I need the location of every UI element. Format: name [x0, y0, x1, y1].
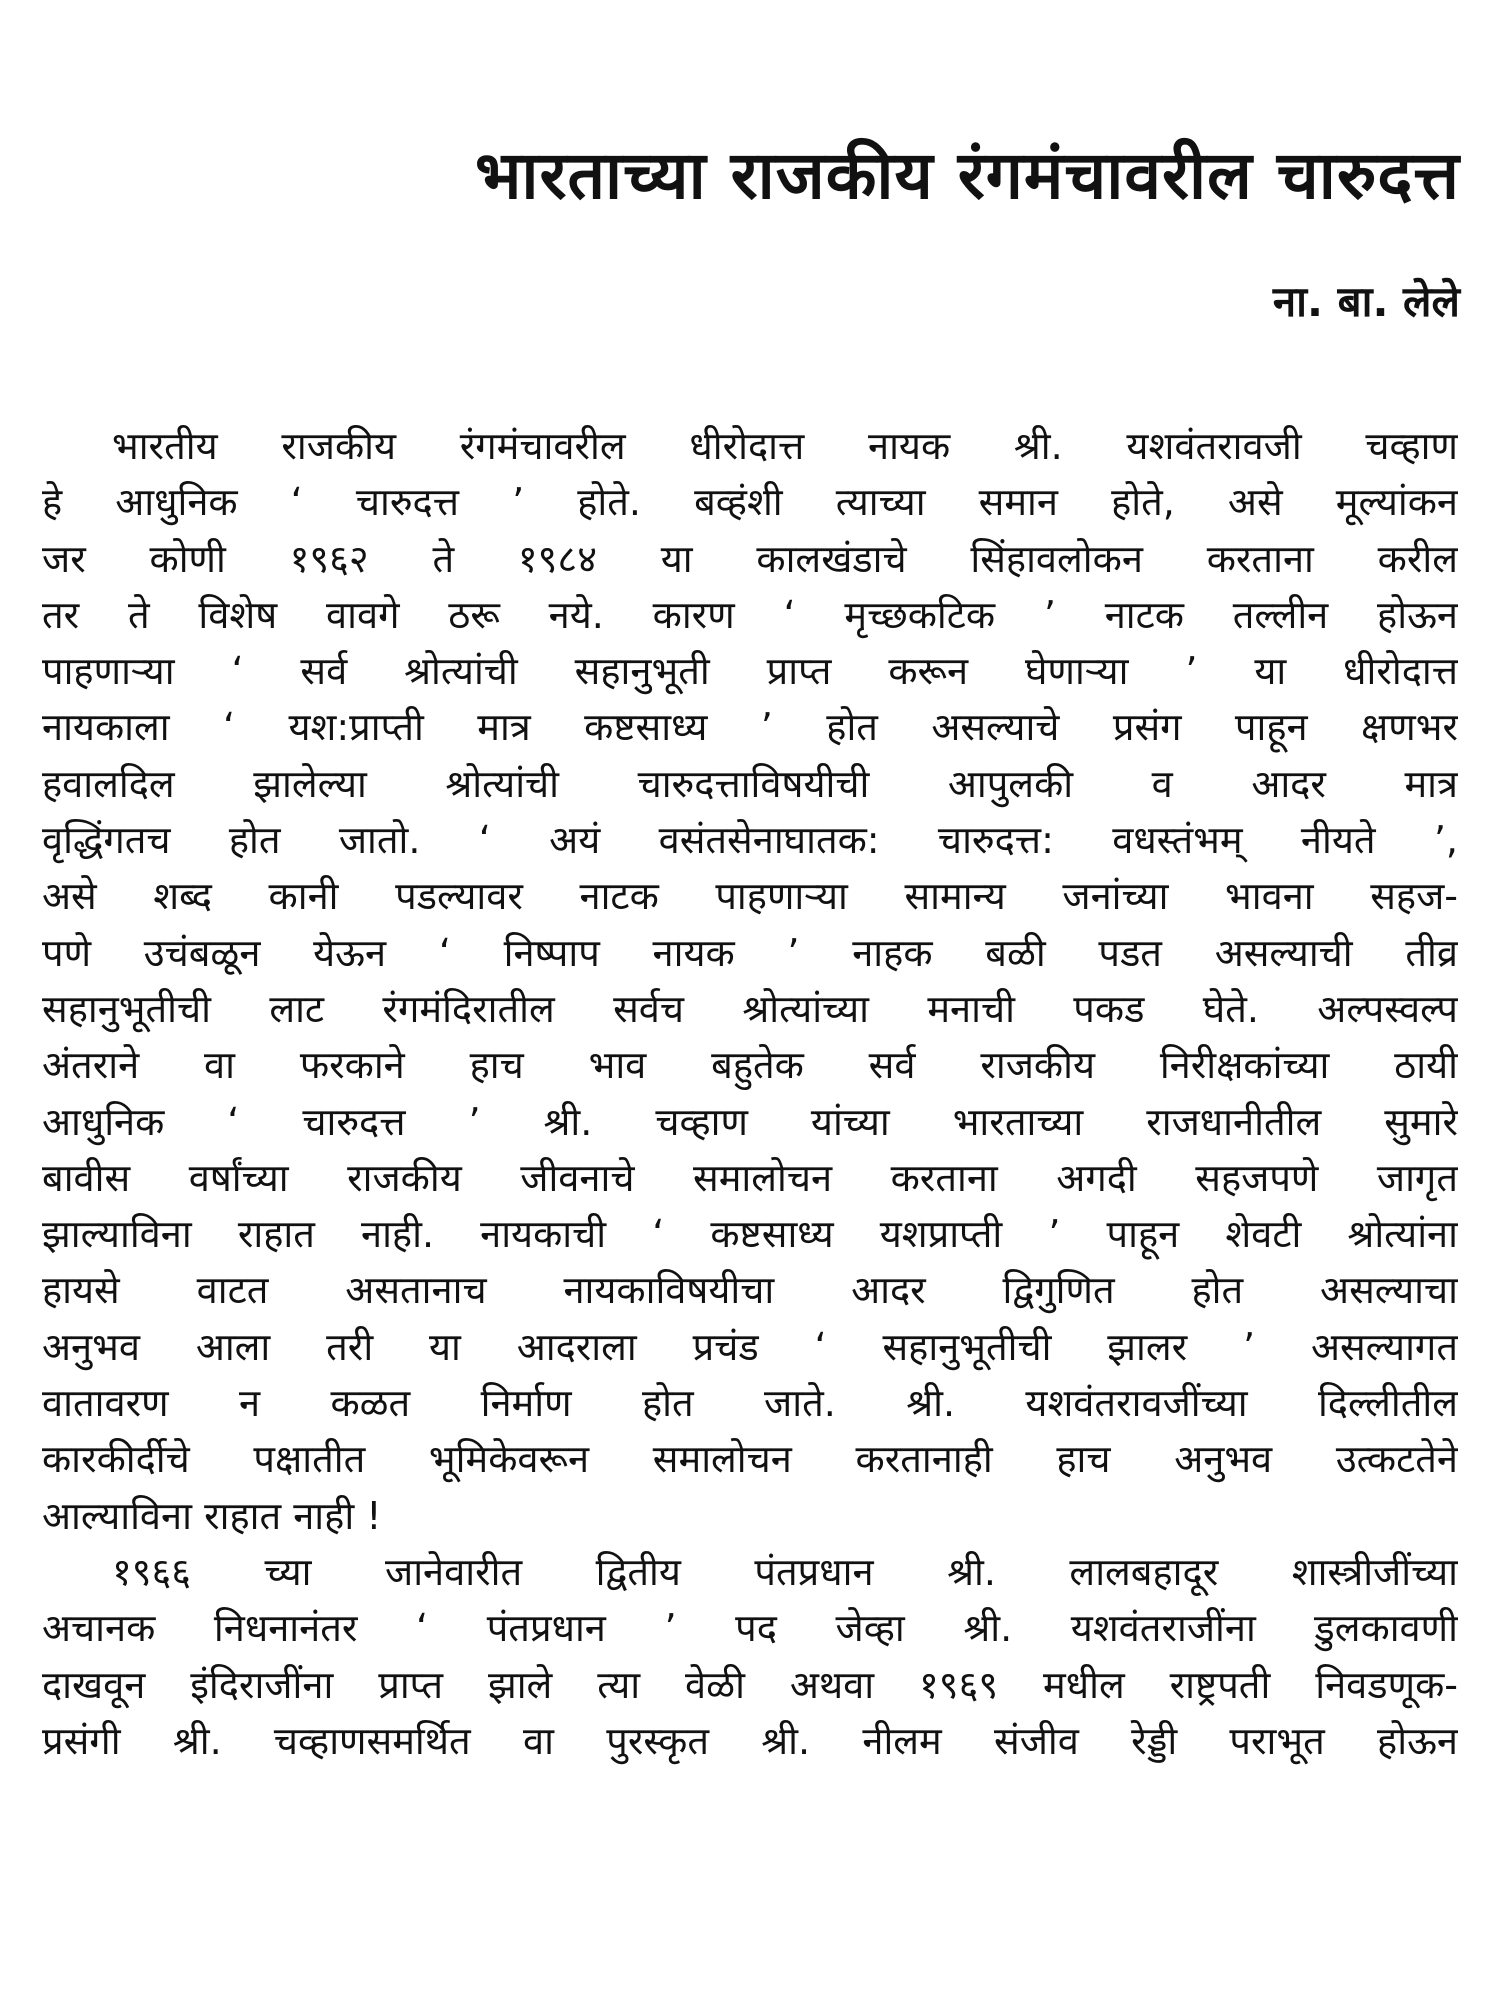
text-line: तर ते विशेष वावगे ठरू नये. कारण ‘ मृच्छकटिक ’ नाटक तल्लीन होऊन [42, 592, 1458, 637]
text-line: १९६६ च्या जानेवारीत द्वितीय पंतप्रधान श्री. लालबहादूर शास्त्रीजींच्या [112, 1549, 1458, 1594]
text-line: असे शब्द कानी पडल्यावर नाटक पाहणाऱ्या सामान्य जनांच्या भावना सहज- [42, 874, 1458, 919]
text-line: अनुभव आला तरी या आदराला प्रचंड ‘ सहानुभूतीची झालर ’ असल्यागत [42, 1324, 1458, 1369]
paragraph-1 [42, 418, 1458, 1544]
text-line: आल्याविना राहात नाही ! [42, 1493, 382, 1538]
text-line: झाल्याविना राहात नाही. नायकाची ‘ कष्टसाध्य यशप्राप्ती ’ पाहून शेवटी श्रोत्यांना [42, 1212, 1458, 1257]
text-line: दाखवून इंदिराजींना प्राप्त झाले त्या वेळी अथवा १९६९ मधील राष्ट्रपती निवडणूक- [42, 1662, 1458, 1707]
text-line: नायकाला ‘ यश:प्राप्ती मात्र कष्टसाध्य ’ होत असल्याचे प्रसंग पाहून क्षणभर [42, 705, 1458, 750]
text-line: आधुनिक ‘ चारुदत्त ’ श्री. चव्हाण यांच्या भारताच्या राजधानीतील सुमारे [42, 1099, 1458, 1144]
text-line: वृद्धिंगतच होत जातो. ‘ अयं वसंतसेनाघातक: चारुदत्त: वधस्तंभम् नीयते ’, [42, 818, 1458, 863]
text-line: अचानक निधनानंतर ‘ पंतप्रधान ’ पद जेव्हा श्री. यशवंतराजींना डुलकावणी [42, 1606, 1458, 1651]
text-line: हायसे वाटत असतानाच नायकाविषयीचा आदर द्विगुणित होत असल्याचा [42, 1268, 1458, 1313]
text-line: सहानुभूतीची लाट रंगमंदिरातील सर्वच श्रोत्यांच्या मनाची पकड घेते. अल्पस्वल्प [42, 986, 1458, 1031]
text-line: भारतीय राजकीय रंगमंचावरील धीरोदात्त नायक श्री. यशवंतरावजी चव्हाण [112, 424, 1458, 468]
text-line: हे आधुनिक ‘ चारुदत्त ’ होते. बव्हंशी त्याच्या समान होते, असे मूल्यांकन [42, 480, 1458, 525]
paragraph-2 [42, 1544, 1458, 1769]
text-line: प्रसंगी श्री. चव्हाणसमर्थित वा पुरस्कृत श्री. नीलम संजीव रेड्डी पराभूत होऊन [42, 1718, 1458, 1763]
text-line: जर कोणी १९६२ ते १९८४ या कालखंडाचे सिंहावलोकन करताना करील [42, 536, 1458, 581]
text-line: पणे उचंबळून येऊन ‘ निष्पाप नायक ’ नाहक बळी पडत असल्याची तीव्र [42, 930, 1458, 975]
article-body [42, 418, 1458, 1769]
text-line: अंतराने वा फरकाने हाच भाव बहुतेक सर्व राजकीय निरीक्षकांच्या ठायी [42, 1043, 1458, 1088]
article-title: भारताच्या राजकीय रंगमंचावरील चारुदत्त [474, 137, 1460, 214]
text-line: बावीस वर्षांच्या राजकीय जीवनाचे समालोचन करताना अगदी सहजपणे जागृत [42, 1155, 1458, 1200]
text-line: पाहणाऱ्या ‘ सर्व श्रोत्यांची सहानुभूती प्राप्त करून घेणाऱ्या ’ या धीरोदात्त [42, 649, 1458, 694]
text-line: हवालदिल झालेल्या श्रोत्यांची चारुदत्ताविषयीची आपुलकी व आदर मात्र [42, 761, 1458, 806]
article-author: ना. बा. लेले [1272, 277, 1460, 326]
text-line: वातावरण न कळत निर्माण होत जाते. श्री. यशवंतरावजींच्या दिल्लीतील [42, 1381, 1458, 1426]
text-line: कारकीर्दीचे पक्षातीत भूमिकेवरून समालोचन करतानाही हाच अनुभव उत्कटतेने [42, 1437, 1458, 1482]
